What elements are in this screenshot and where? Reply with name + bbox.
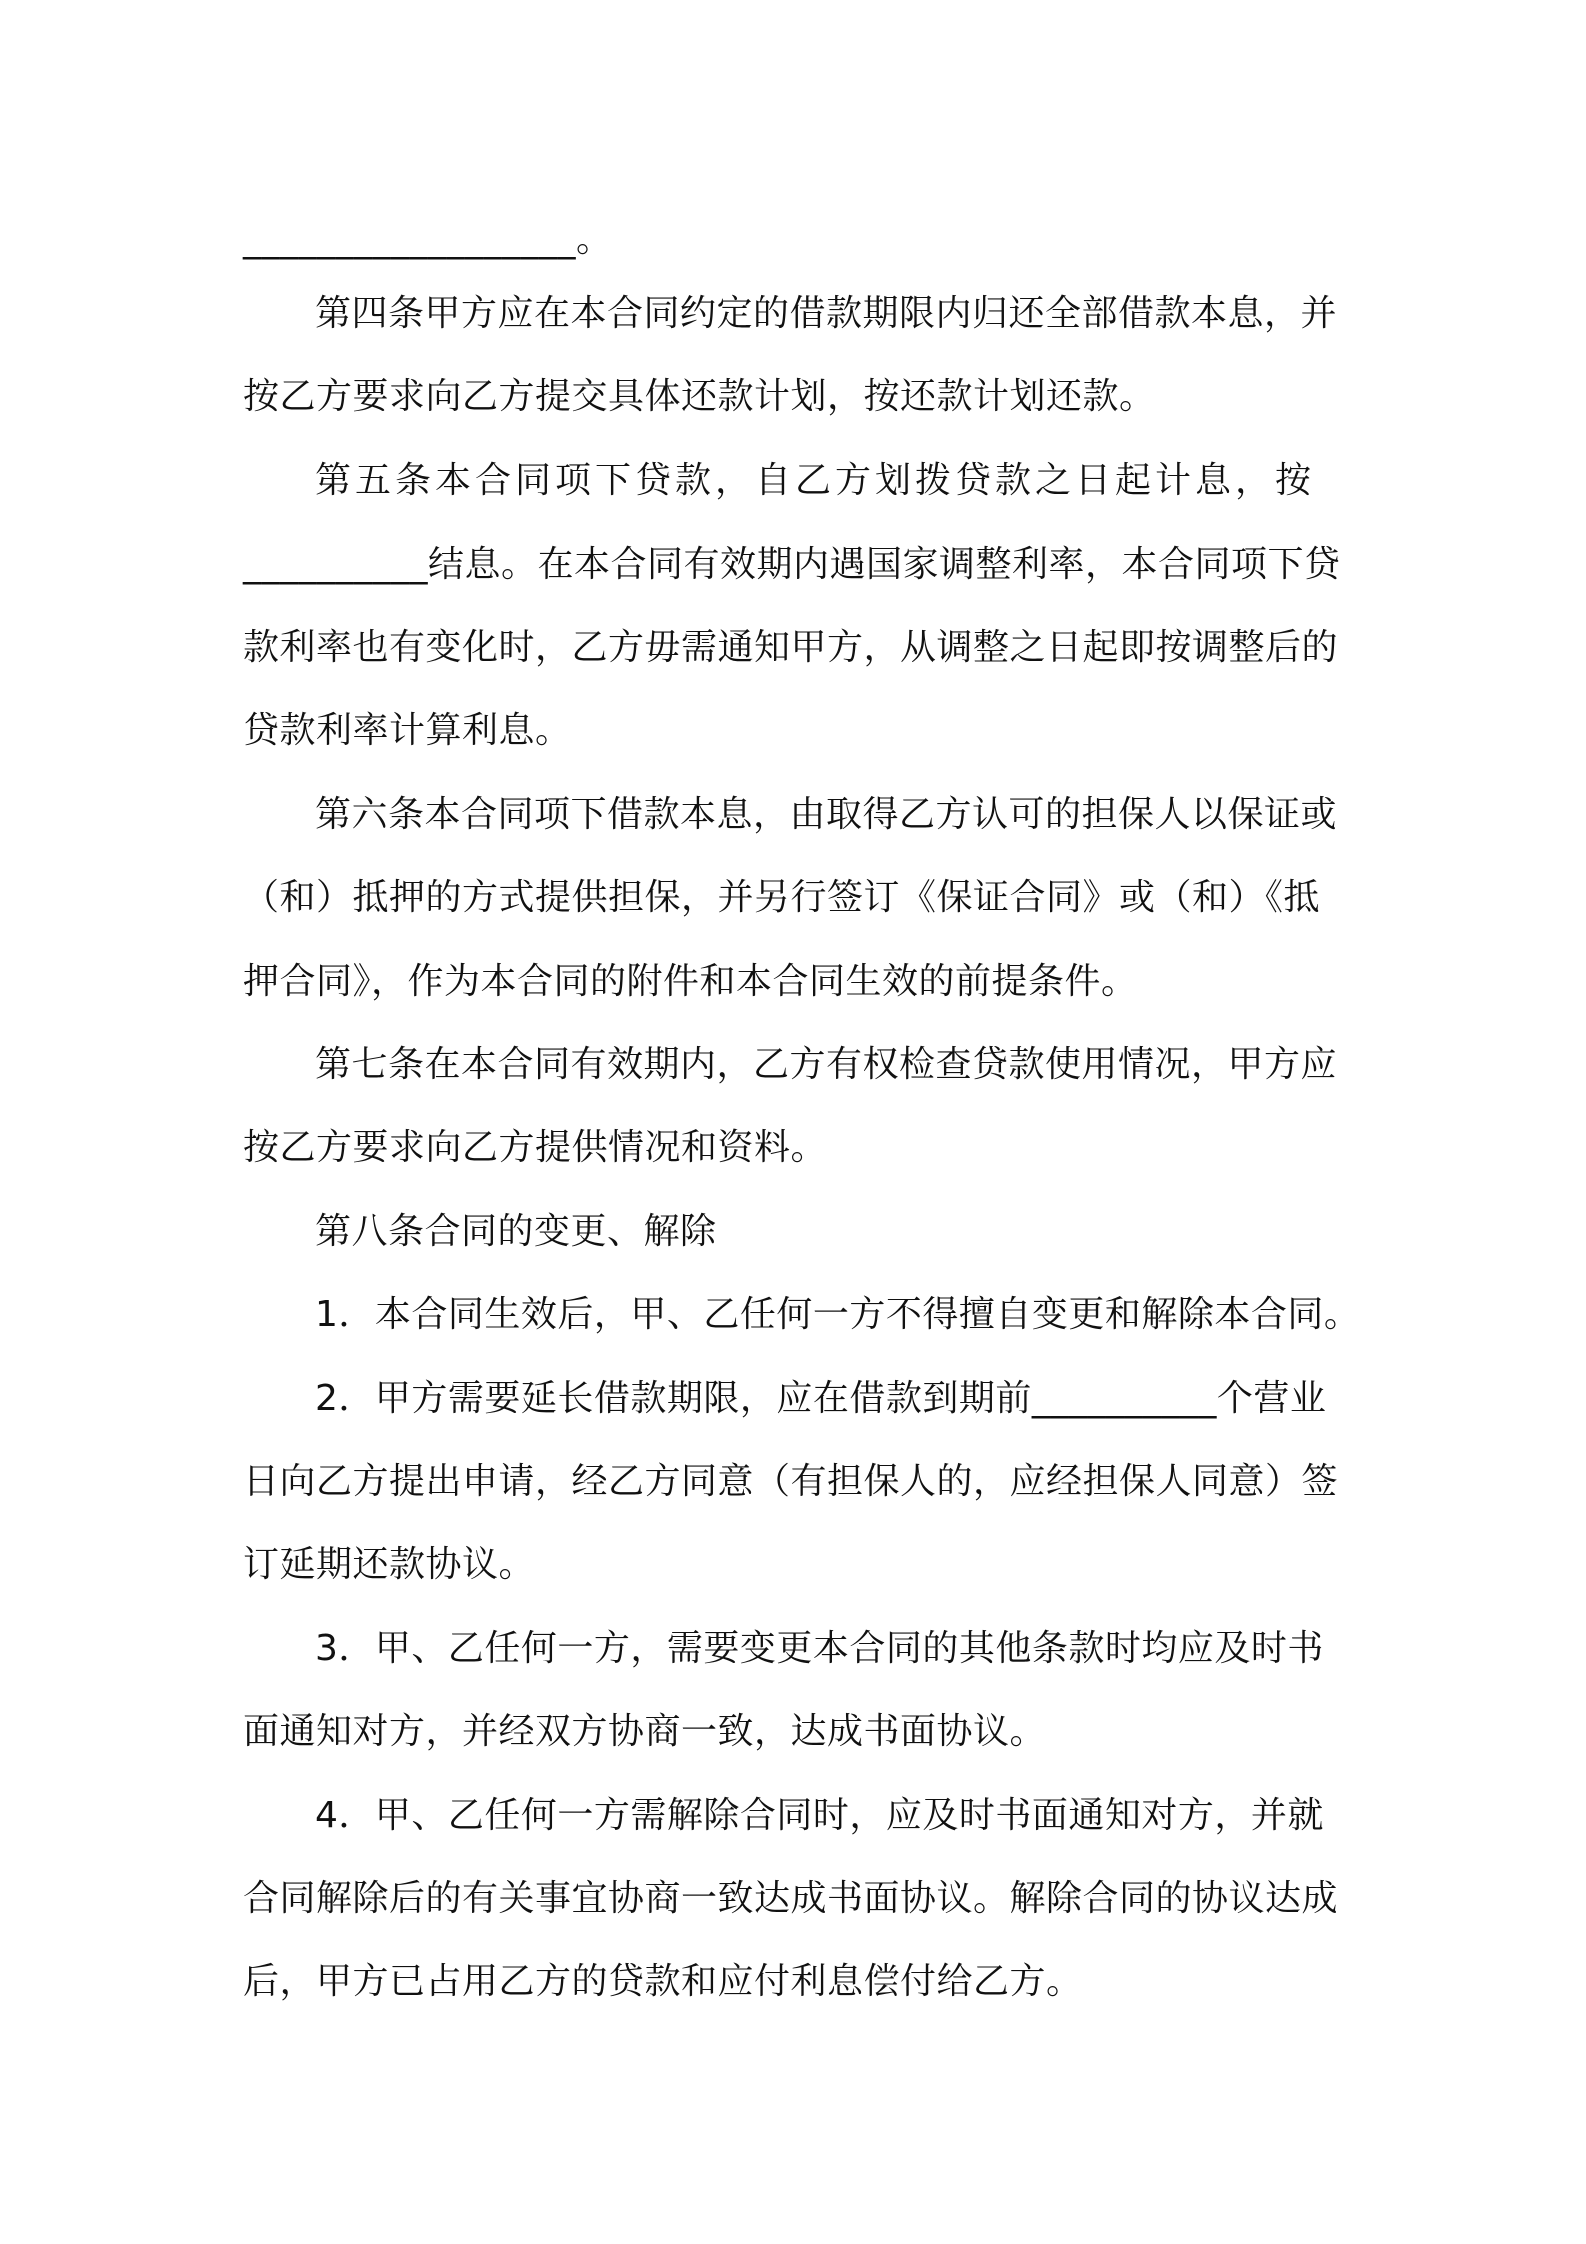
line-blank-end: __________________。 <box>243 219 613 260</box>
article-8-heading: 第八条合同的变更、解除 <box>315 1211 717 1252</box>
clause-4-line-3: 后，甲方已占用乙方的贷款和应付利息偿付给乙方。 <box>243 1961 1083 2002</box>
article-6-line-2: （和）抵押的方式提供担保，并另行签订《保证合同》或（和）《抵 <box>243 877 1321 918</box>
clause-3-line-2: 面通知对方，并经双方协商一致，达成书面协议。 <box>243 1711 1047 1752</box>
clause-2-line-3: 订延期还款协议。 <box>243 1544 536 1585</box>
article-4-line-2: 按乙方要求向乙方提交具体还款计划，按还款计划还款。 <box>243 376 1156 417</box>
article-5-line-4: 贷款利率计算利息。 <box>243 710 572 751</box>
clause-4-line-2: 合同解除后的有关事宜协商一致达成书面协议。解除合同的协议达成 <box>243 1878 1339 1919</box>
article-5-line-2: __________结息。在本合同有效期内遇国家调整利率，本合同项下贷 <box>243 544 1341 585</box>
article-5-line-3: 款利率也有变化时，乙方毋需通知甲方，从调整之日起即按调整后的 <box>243 627 1339 668</box>
clause-1-line-1: 1．本合同生效后，甲、乙任何一方不得擅自变更和解除本合同。 <box>315 1294 1361 1335</box>
article-6-line-3: 押合同》，作为本合同的附件和本合同生效的前提条件。 <box>243 961 1138 1002</box>
article-7-line-2: 按乙方要求向乙方提供情况和资料。 <box>243 1127 828 1168</box>
article-4-line-1: 第四条甲方应在本合同约定的借款期限内归还全部借款本息，并 <box>315 293 1338 334</box>
clause-4-line-1: 4．甲、乙任何一方需解除合同时，应及时书面通知对方，并就 <box>315 1795 1324 1836</box>
clause-2-line-2: 日向乙方提出申请，经乙方同意（有担保人的，应经担保人同意）签 <box>243 1461 1339 1502</box>
clause-3-line-1: 3．甲、乙任何一方，需要变更本合同的其他条款时均应及时书 <box>315 1628 1324 1669</box>
article-5-line-1: 第五条本合同项下贷款，自乙方划拨贷款之日起计息，按 <box>315 460 1316 501</box>
article-7-line-1: 第七条在本合同有效期内，乙方有权检查贷款使用情况，甲方应 <box>315 1044 1338 1085</box>
clause-2-line-1: 2．甲方需要延长借款期限，应在借款到期前__________个营业 <box>315 1378 1327 1419</box>
article-6-line-1: 第六条本合同项下借款本息，由取得乙方认可的担保人以保证或 <box>315 794 1338 835</box>
